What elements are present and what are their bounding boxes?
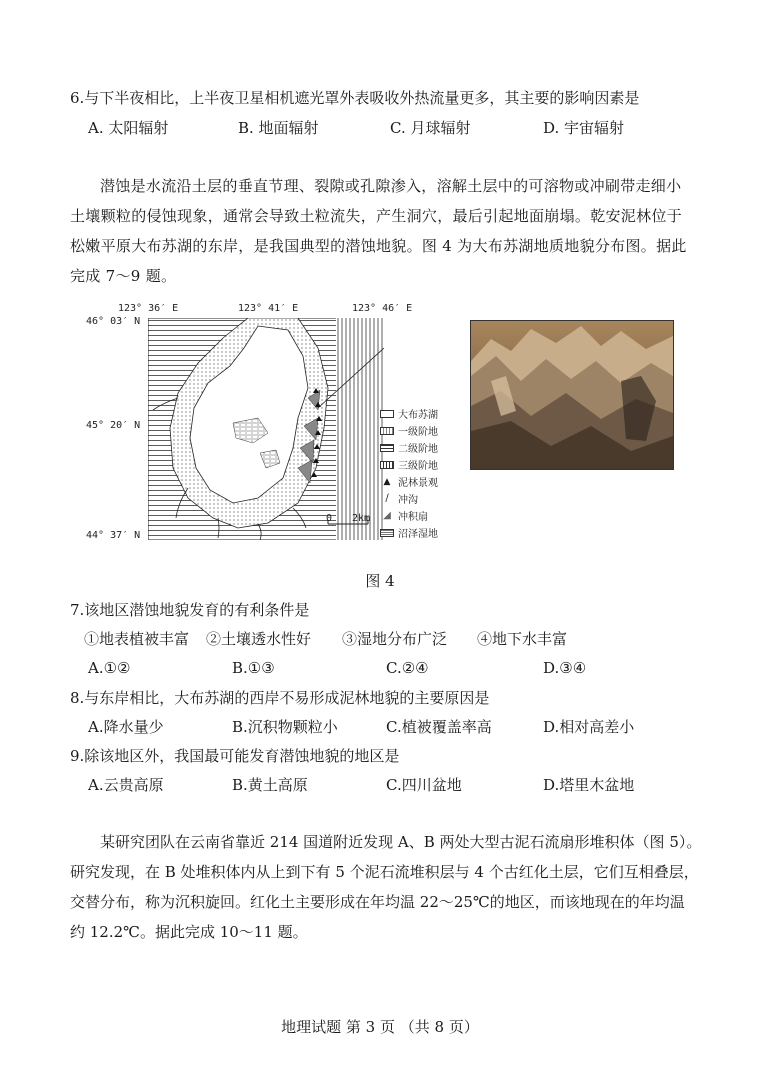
q7-stem: 7.该地区潜蚀地貌发育的有利条件是 (70, 601, 310, 619)
lon-label-2: 123° 41′ E (238, 303, 299, 314)
lon-label-1: 123° 36′ E (118, 303, 179, 314)
q6-stem: 6.与下半夜相比，上半夜卫星相机遮光罩外表吸收外热流量更多，其主要的影响因素是 (70, 89, 640, 107)
legend-second-terrace (380, 440, 438, 455)
q8-option-d: D.相对高差小 (543, 718, 635, 736)
q8-option-c: C.植被覆盖率高 (386, 718, 492, 736)
legend-marsh (380, 525, 438, 540)
legend-third-terrace-label: 三级阶地 (398, 461, 438, 472)
legend-second-terrace-label: 二级阶地 (398, 444, 438, 455)
legend-lake (380, 406, 438, 421)
scale-2km: 2km (352, 513, 371, 524)
passage1-line-2: 土壤颗粒的侵蚀现象，通常会导致土粒流失，产生洞穴，最后引起地面崩塌。乾安泥林位于 (70, 207, 683, 225)
q8-stem: 8.与东岸相比，大布苏湖的西岸不易形成泥林地貌的主要原因是 (70, 689, 490, 707)
passage2-line-3: 交替分布，称为沉积旋回。红化土主要形成在年均温 22～25℃的地区，而该地现在的年均温 (70, 893, 685, 911)
passage1-line-3: 松嫩平原大布苏湖的东岸，是我国典型的潜蚀地貌。图 4 为大布苏湖地质地貌分布图。据此 (70, 237, 687, 255)
q9-option-b: B.黄土高原 (232, 776, 308, 794)
mud-forest-photo (470, 320, 674, 470)
passage2-line-4: 约 12.2℃。据此完成 10～11 题。 (70, 923, 308, 941)
legend-first-terrace-swatch (380, 427, 394, 435)
lon-label-3: 123° 46′ E (352, 303, 413, 314)
legend-mud-forest-label: 泥林景观 (398, 478, 438, 489)
legend-marsh-swatch (380, 529, 394, 537)
q7-item-2: ②土壤透水性好 (206, 630, 312, 648)
q7-option-d: D.③④ (543, 659, 587, 677)
legend-second-terrace-swatch (380, 444, 394, 452)
q9-option-c: C.四川盆地 (386, 776, 462, 794)
geology-map (148, 318, 384, 540)
q6-option-a: A. 太阳辐射 (88, 119, 169, 137)
legend-first-terrace-label: 一级阶地 (398, 427, 438, 438)
scale-zero: 0 (326, 513, 333, 524)
lat-label-1: 46° 03′ N (86, 316, 141, 327)
page-footer: 地理试题 第 3 页 （共 8 页） (281, 1018, 479, 1036)
gully-line-icon: / (385, 493, 389, 504)
q6-option-b: B. 地面辐射 (238, 119, 319, 137)
legend-marsh-label: 沼泽湿地 (398, 529, 438, 540)
q9-option-a: A.云贵高原 (88, 776, 164, 794)
q6-option-d: D. 宇宙辐射 (543, 119, 625, 137)
lat-label-3: 44° 37′ N (86, 530, 141, 541)
q9-stem: 9.除该地区外，我国最可能发育潜蚀地貌的地区是 (70, 747, 400, 765)
q7-item-3: ③湿地分布广泛 (342, 630, 448, 648)
q7-item-1: ①地表植被丰富 (84, 630, 190, 648)
figure-caption: 图 4 (365, 572, 395, 590)
legend-alluvial-fan-label: 冲积扇 (398, 512, 428, 523)
mud-forest-triangle-icon: ▲ (383, 476, 391, 487)
q7-option-b: B.①③ (232, 659, 275, 677)
passage2-line-2: 研究发现，在 B 处堆积体内从上到下有 5 个泥石流堆积层与 4 个古红化土层，它们互相叠层， (70, 863, 699, 881)
legend-third-terrace-swatch (380, 461, 394, 469)
passage1-line-1: 潜蚀是水流沿土层的垂直节理、裂隙或孔隙渗入，溶解土层中的可溶物或冲刷带走细小 (100, 177, 682, 195)
lat-label-2: 45° 20′ N (86, 420, 141, 431)
legend-mud-forest (380, 474, 438, 489)
alluvial-fan-icon: ◢ (383, 510, 391, 521)
legend-lake-label: 大布苏湖 (398, 410, 438, 421)
legend-first-terrace (380, 423, 438, 438)
q6-option-c: C. 月球辐射 (390, 119, 471, 137)
passage1-line-4: 完成 7～9 题。 (70, 267, 177, 285)
q9-option-d: D.塔里木盆地 (543, 776, 635, 794)
legend-third-terrace (380, 457, 438, 472)
legend-alluvial-fan (380, 508, 428, 523)
q8-option-a: A.降水量少 (88, 718, 164, 736)
legend-gully-label: 冲沟 (398, 495, 418, 506)
q7-item-4: ④地下水丰富 (477, 630, 568, 648)
q7-option-c: C.②④ (386, 659, 429, 677)
legend-lake-swatch (380, 410, 394, 418)
passage2-line-1: 某研究团队在云南省靠近 214 国道附近发现 A、B 两处大型古泥石流扇形堆积体（图 5）。 (100, 833, 702, 851)
q7-option-a: A.①② (88, 659, 131, 677)
q8-option-b: B.沉积物颗粒小 (232, 718, 338, 736)
legend-gully (380, 491, 418, 506)
